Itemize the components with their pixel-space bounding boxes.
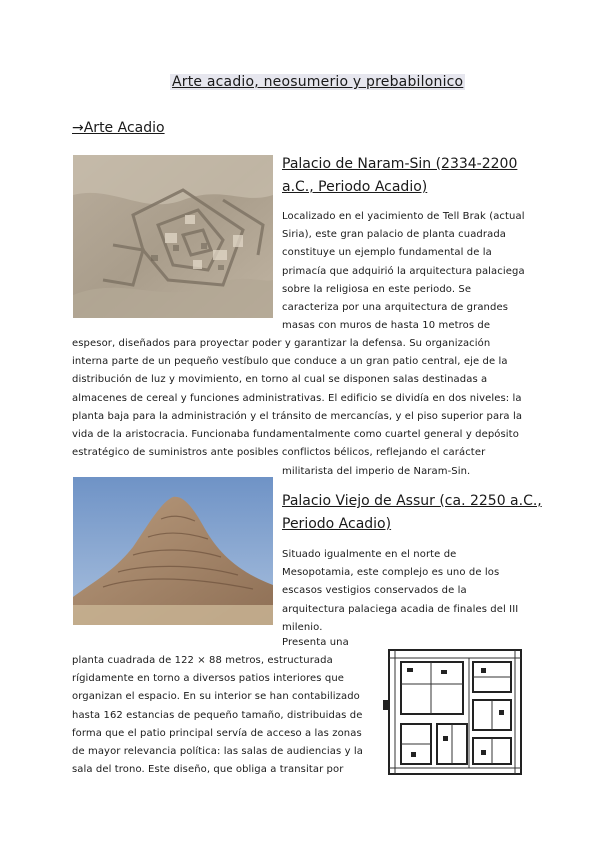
- article-title-line: Periodo Acadio): [282, 516, 392, 532]
- text-line: constituye un ejemplo fundamental de la: [282, 247, 492, 259]
- text-line: Siria), este gran palacio de planta cuadrada: [282, 229, 506, 241]
- section-heading: →Arte Acadio: [72, 120, 165, 136]
- paragraph-full-width: [72, 335, 532, 462]
- text-line: vida de la aristocracia. Funcionaba fundamentalmente como cuartel general y depósito: [72, 429, 519, 441]
- text-line: Mesopotamia, este complejo es uno de los: [282, 567, 500, 579]
- text-line: planta baja para la administración y el tránsito de mercancías, y el piso superior para la: [72, 410, 523, 422]
- text-line: Localizado en el yacimiento de Tell Brak (actual: [282, 211, 525, 222]
- paragraph-right-column: [282, 208, 532, 335]
- page-title: Arte acadio, neosumerio y prebabilonico: [172, 74, 464, 90]
- text-line: rígidamente en torno a diversos patios interiores que: [72, 673, 345, 685]
- paragraph-left-column: [72, 652, 372, 779]
- text-line: milenio.: [282, 621, 323, 633]
- paragraph-right-column: [282, 546, 532, 637]
- text-line: escasos vestigios conservados de la: [282, 585, 467, 597]
- text-line: organizan el espacio. En su interior se han contabilizado: [72, 691, 360, 703]
- article-title-line: Palacio Viejo de Assur (ca. 2250 a.C.,: [282, 493, 542, 509]
- floor-plan-drawing: [381, 640, 529, 782]
- article-title-line: a.C., Periodo Acadio): [282, 179, 428, 195]
- aerial-ruins-photo: [73, 155, 273, 318]
- text-line: almacenes de cereal y funciones administrativas. El edificio se dividía en dos niveles: la: [72, 392, 522, 404]
- article-title-line: Palacio de Naram-Sin (2334-2200: [282, 156, 518, 172]
- text-line: caracteriza por una arquitectura de grandes: [282, 302, 509, 314]
- paragraph-last-line: militarista del imperio de Naram-Sin.: [282, 466, 471, 477]
- text-line: interna parte de un pequeño vestíbulo que conduce a un gran patio central, eje de la: [72, 356, 508, 368]
- article-title-naram-sin: [282, 153, 517, 199]
- text-line: Presenta una: [282, 637, 349, 648]
- text-line: hasta 162 estancias de pequeño tamaño, distribuidas de: [72, 709, 363, 721]
- text-line: forma que el patio principal servía de acceso a las zonas: [72, 727, 362, 739]
- text-line: sobre la religiosa en este periodo. Se: [282, 283, 472, 295]
- text-line: de mayor relevancia política: las salas de audiencias y la: [72, 746, 363, 758]
- text-line: espesor, diseñados para proyectar poder y garantizar la defensa. Su organización: [72, 338, 491, 349]
- text-line: distribución de luz y movimiento, en torno al cual se disponen salas destinadas a: [72, 374, 488, 386]
- assur-mound-photo: [73, 477, 273, 625]
- text-line: estratégico de suministros ante posibles conflictos bélicos, reflejando el carácter: [72, 447, 486, 459]
- text-line: masas con muros de hasta 10 metros de: [282, 320, 491, 332]
- text-line: sala del trono. Este diseño, que obliga a transitar por: [72, 764, 344, 776]
- article-title-assur: [282, 490, 542, 536]
- text-line: Situado igualmente en el norte de: [282, 549, 457, 560]
- text-line: arquitectura palaciega acadia de finales del III: [282, 603, 519, 615]
- text-line: planta cuadrada de 122 × 88 metros, estructurada: [72, 655, 333, 666]
- text-line: primacía que adquirió la arquitectura palaciega: [282, 265, 525, 277]
